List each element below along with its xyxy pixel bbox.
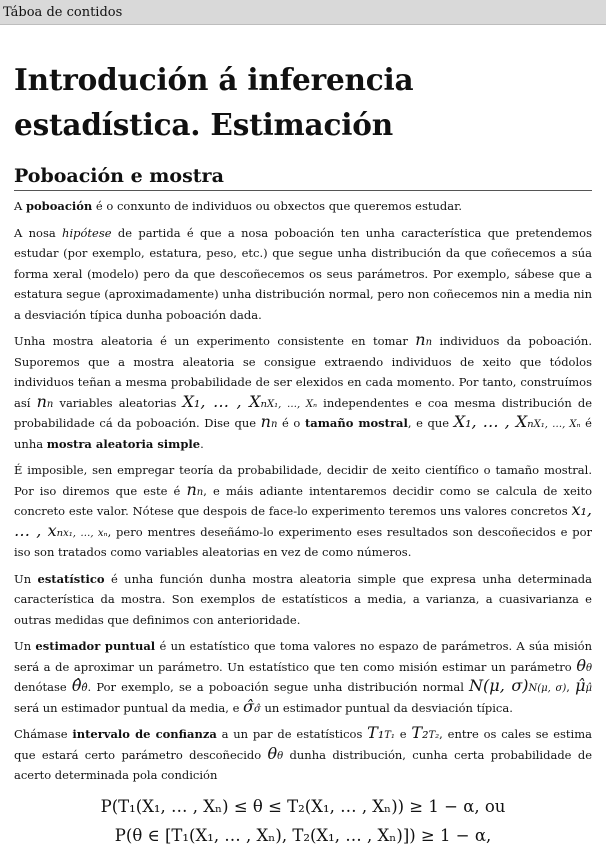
text: é o — [277, 416, 305, 430]
text: a un par de estatísticos — [216, 727, 368, 741]
paragraph-tamano-mostral — [14, 460, 592, 563]
text: , — [566, 680, 576, 694]
math-normal-dist-alt: N(μ, σ) — [528, 683, 567, 694]
math-n: n — [36, 391, 47, 411]
text: , e máis adiante intentaremos decidir como se calcula de xeito concreto este valor. Nótese que despois de face-lo experimento teremos uns valores concretos — [14, 483, 592, 518]
math-n: n — [260, 412, 271, 431]
text: variables aleatorias — [53, 395, 183, 410]
math-theta-alt: θ — [277, 750, 284, 762]
math-theta-hat-alt: θ̂ — [81, 683, 88, 694]
math-n-alt: n — [425, 337, 433, 348]
text: Un — [14, 571, 38, 586]
text: A nosa — [14, 225, 63, 240]
text: é o conxunto de individuos ou obxectos que queremos estudar. — [92, 199, 463, 213]
math-t1: T₁ — [367, 723, 385, 742]
section-heading: Poboación e mostra — [14, 163, 592, 191]
math-normal-dist: N(μ, σ) — [469, 676, 529, 695]
text: individuos da poboación. Suporemos que a mostra aleatoria se consigue extraendo individuos de xeito que tódolos individuos teñan a mesma probabilidade de ser elexidos en cada momento. Por tanto, construímos así — [14, 334, 592, 410]
paragraph-mostra-aleatoria — [14, 331, 592, 454]
math-t1-alt: T₁ — [384, 730, 395, 741]
math-t2: T₂ — [411, 723, 429, 742]
paragraph-hipotese — [14, 223, 592, 326]
paragraph-poboacion — [14, 196, 592, 217]
math-theta-hat: θ̂ — [71, 676, 82, 695]
math-n: n — [415, 330, 426, 349]
math-theta: θ — [267, 743, 278, 763]
math-x-sample: X₁, … , Xₙ — [453, 412, 534, 431]
toc-label[interactable]: Táboa de contidos — [3, 5, 123, 20]
math-n-alt: n — [196, 486, 204, 498]
math-x-values: x₁, … , xₙ — [14, 500, 592, 540]
math-n: n — [186, 479, 197, 499]
math-sigma-hat: σ̂ — [243, 696, 254, 716]
confidence-interval-formula — [14, 792, 592, 850]
paragraph-estimador-puntual — [14, 636, 592, 718]
text: , pero mentres deseñámo-lo experimento eses resultados son descoñecidos e por iso son tratados como variables aleatorias en vez de como números. — [14, 524, 592, 559]
math-sigma-hat-alt: σ̂ — [253, 703, 261, 715]
text: un estimador puntual da desviación típica. — [260, 700, 513, 715]
paragraph-estatistico — [14, 569, 592, 631]
math-x-sample-alt: X₁, …, Xₙ — [533, 419, 581, 430]
text: . — [200, 436, 204, 451]
term-intervalo-confianza: intervalo de confianza — [72, 727, 217, 741]
term-estatistico: estatístico — [37, 571, 105, 586]
term-hipotese: hipótese — [62, 225, 112, 240]
page-title: Introdución á inferencia estadística. Estimación — [14, 62, 414, 142]
text: é unha función dunha mostra aleatoria simple que expresa unha determinada característica da mostra. Son exemplos de estatísticos a media, a varianza, a cuasivarianza e outras medidas que definimos con anterioridade. — [14, 571, 592, 627]
math-t2-alt: T₂ — [428, 730, 440, 741]
math-mu-hat: μ̂ — [575, 676, 586, 695]
text: é unha — [14, 416, 592, 451]
table-of-contents-bar[interactable] — [0, 0, 606, 25]
formula-line-2: P(θ ∈ [T₁(X₁, … , Xₙ), T₂(X₁, … , Xₙ)]) ≥ 1 − α, — [114, 825, 492, 845]
math-mu-hat-alt: μ̂ — [585, 683, 592, 694]
math-theta-alt: θ — [585, 662, 592, 674]
text: Unha mostra aleatoria é un experimento consistente en tomar — [14, 334, 416, 348]
paragraph-intervalo-confianza — [14, 724, 592, 786]
article — [0, 57, 606, 850]
term-tamano-mostral: tamaño mostral — [304, 416, 408, 430]
text: . Por exemplo, se a poboación segue unha distribución normal — [87, 680, 470, 694]
formula-line-1: P(T₁(X₁, … , Xₙ) ≤ θ ≤ T₂(X₁, … , Xₙ)) ≥ 1 − α, ou — [100, 796, 506, 816]
text: denótase — [14, 680, 72, 694]
text: e — [394, 727, 412, 741]
term-mostra-aleatoria-simple: mostra aleatoria simple — [46, 436, 201, 451]
text: , entre os cales se estima que estará certo parámetro descoñecido — [14, 727, 592, 762]
text: Chámase — [14, 727, 73, 741]
term-poboacion: poboación — [25, 199, 93, 213]
text: É imposible, sen empregar teoría da probabilidade, decidir de xeito científico o tamaño mostral. Por iso diremos que este é — [14, 463, 592, 498]
term-estimador-puntual: estimador puntual — [35, 639, 156, 653]
math-theta: θ — [576, 655, 586, 675]
text: de partida é que a nosa poboación ten unha característica que pretendemos estudar (por exemplo, estatura, peso, etc.) que segue unha distribución da que coñecemos a súa forma xeral (modelo) pero da que descoñecemos os seus parámetros. Por exemplo, sábese que a estatura segue (aproximadamente) unha distribución normal, pero non coñecemos nin a media nin a desviación típica dunha poboación dada. — [14, 225, 592, 322]
text: Un — [14, 639, 36, 653]
text: será un estimador puntual da media, e — [14, 700, 244, 715]
text: dunha distribución, cunha certa probabilidade de acerto determinada pola condición — [14, 747, 592, 782]
math-n-alt: n — [46, 398, 54, 410]
text: independentes e coa mesma distribución de probabilidade cá da poboación. Dise que — [14, 395, 593, 430]
text: , e que — [407, 416, 454, 430]
math-n-alt: n — [270, 419, 278, 430]
math-x-sample: X₁, … , Xₙ — [182, 391, 268, 411]
math-x-values-alt: x₁, …, xₙ — [63, 527, 108, 539]
text: é un estatístico que toma valores no espazo de parámetros. A súa misión será a de aproximar un parámetro. Un estatístico que ten como misión estimar un parámetro — [14, 639, 592, 674]
text: A — [14, 199, 26, 213]
math-x-sample-alt: X₁, …, Xₙ — [267, 398, 318, 410]
